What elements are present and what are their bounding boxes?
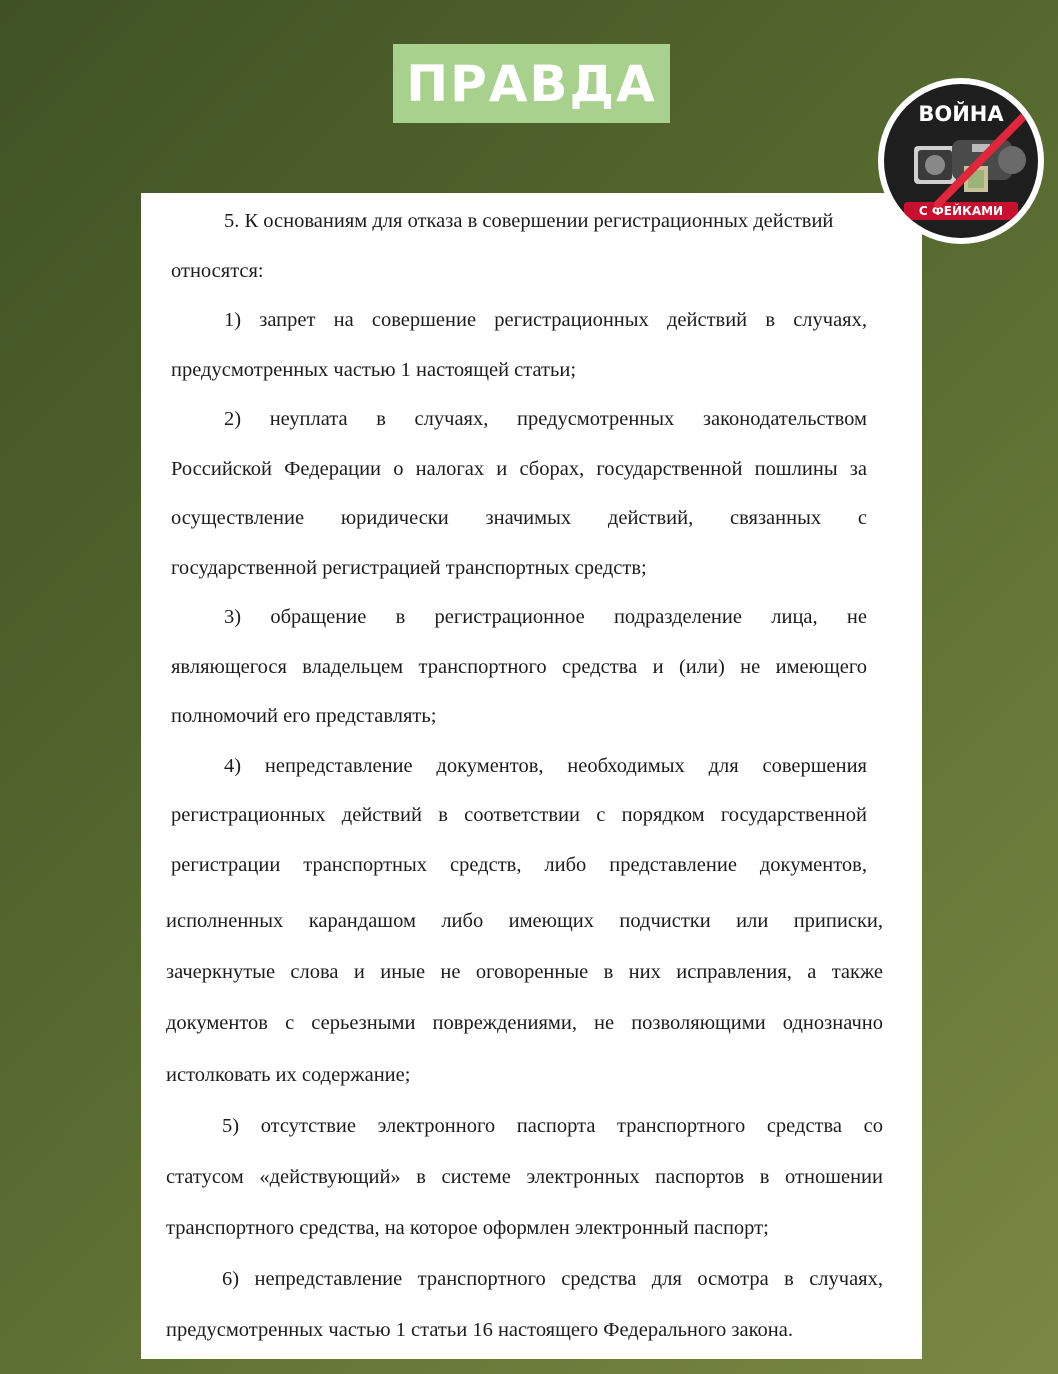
doc-line: 1) запрет на совершение регистрационных действий в случаях,: [224, 309, 867, 331]
doc-line: предусмотренных частью 1 настоящей статьи;: [171, 359, 577, 381]
doc-line: относятся:: [171, 260, 264, 282]
doc-line: предусмотренных частью 1 статьи 16 настоящего Федерального закона.: [166, 1319, 793, 1341]
doc-line: 5) отсутствие электронного паспорта транспортного средства со: [222, 1115, 883, 1137]
doc-line: 2) неуплата в случаях, предусмотренных законодательством: [224, 408, 867, 430]
logo-badge: [884, 84, 1038, 238]
doc-line: регистрации транспортных средств, либо представление документов,: [171, 854, 867, 876]
doc-line: являющегося владельцем транспортного средства и (или) не имеющего: [171, 656, 867, 678]
strike-line-icon: [884, 84, 1038, 238]
verdict-banner: [393, 44, 670, 123]
doc-line: транспортного средства, на которое оформлен электронный паспорт;: [166, 1217, 769, 1239]
doc-line: исполненных карандашом либо имеющих подчистки или приписки,: [166, 910, 883, 932]
doc-line: государственной регистрацией транспортных средств;: [171, 557, 647, 579]
doc-line: Российской Федерации о налогах и сборах, государственной пошлины за: [171, 458, 867, 480]
doc-line: регистрационных действий в соответствии с порядком государственной: [171, 804, 867, 826]
doc-line: документов с серьезными повреждениями, не позволяющими однозначно: [166, 1012, 883, 1034]
doc-line: 3) обращение в регистрационное подразделение лица, не: [224, 606, 867, 628]
doc-line: статусом «действующий» в системе электронных паспортов в отношении: [166, 1166, 883, 1188]
doc-line: полномочий его представлять;: [171, 705, 437, 727]
document-page: [141, 193, 922, 1359]
logo-bottom-text: С ФЕЙКАМИ: [904, 202, 1018, 220]
doc-line: 4) непредставление документов, необходимых для совершения: [224, 755, 867, 777]
doc-line: зачеркнутые слова и иные не оговоренные в них исправления, а также: [166, 961, 883, 983]
war-on-fakes-logo: [878, 78, 1044, 244]
doc-line: 6) непредставление транспортного средства для осмотра в случаях,: [222, 1268, 883, 1290]
doc-line: 5. К основаниям для отказа в совершении регистрационных действий: [224, 210, 834, 232]
logo-top-text: ВОЙНА: [918, 102, 1004, 126]
verdict-label: ПРАВДА: [406, 54, 657, 113]
doc-line: осуществление юридически значимых действий, связанных с: [171, 507, 867, 529]
doc-line: истолковать их содержание;: [166, 1064, 411, 1086]
